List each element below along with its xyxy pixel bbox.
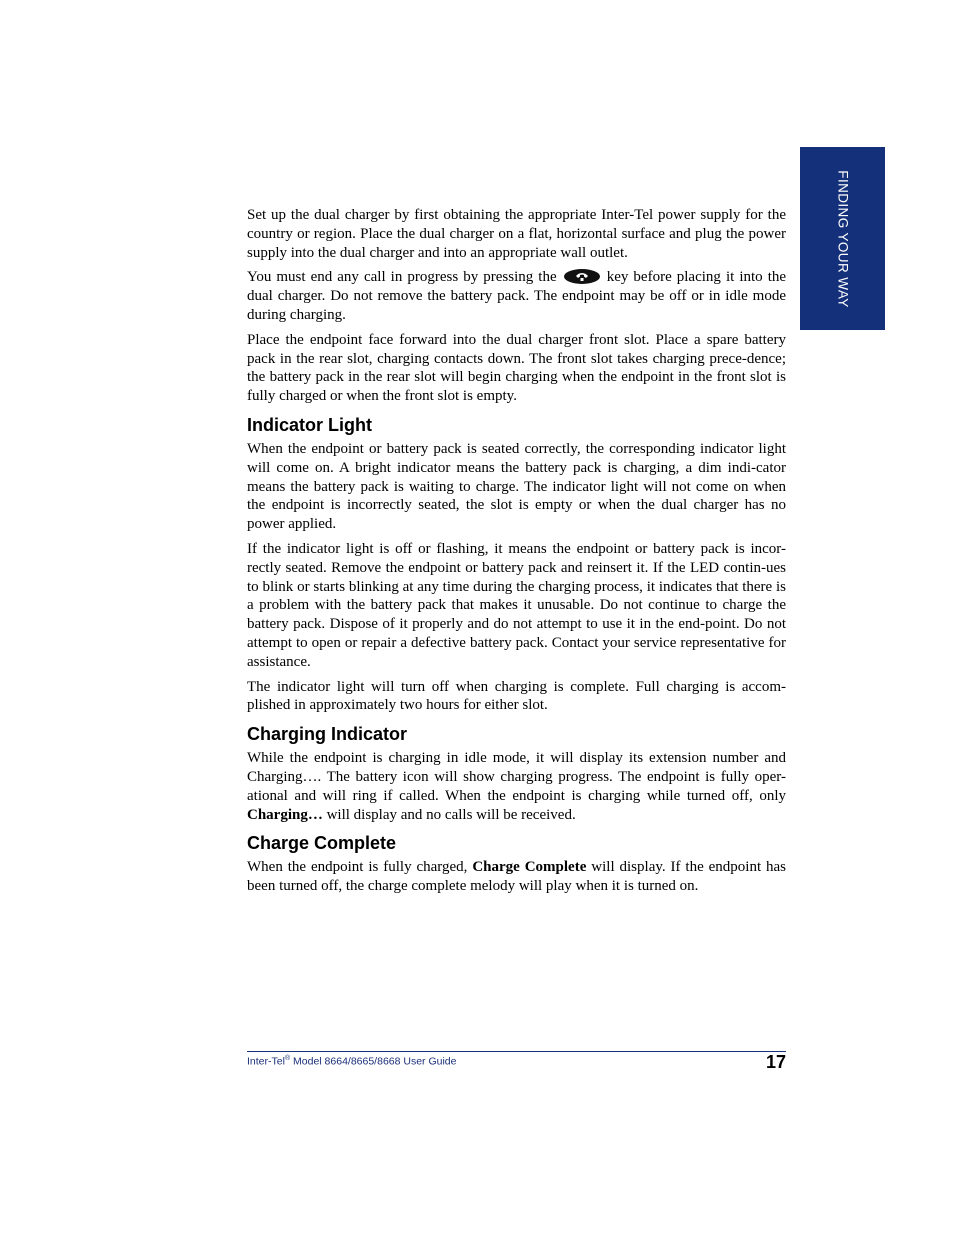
charge-complete-paragraph: When the endpoint is fully charged, Charge Complete will display. If the endpoint has been turned off, the charge complete melody will play when it is turned on. [247,859,787,895]
indicator-light-paragraph-3: The indicator light will turn off when charging is complete. Full charging is accom-plished in approximately two hours for either slot. [247,678,786,714]
indicator-light-paragraph-1: When the endpoint or battery pack is seated correctly, the corresponding indicator light will come on. A bright indicator means the battery pack is charging, a dim indi-cator means the battery pack is waiting to charge. The indicator light will not come on when the endpoint is incorrectly seated, the slot is empty or when the dual charger has no power applied. [247,440,786,533]
page-content [247,206,786,902]
page-number: 17 [765,1052,786,1072]
indicator-light-heading: Indicator Light [247,414,372,435]
intro-paragraph-2: You must end any call in progress by pressing the key before placing it into the dual charger. Do not remove the battery pack. The endpoint may be off or in idle mode during charging. [247,269,787,323]
section-tab [800,147,885,330]
end-call-key-icon [564,269,600,284]
charging-indicator-paragraph: While the endpoint is charging in idle mode, it will display its extension number and Charging…. The battery icon will show charging progress. The endpoint is fully oper-ational and will ring if called. When the endpoint is charging while turned off, only Charging… will display and no calls will be received. [247,750,786,823]
intro-paragraph-3: Place the endpoint face forward into the dual charger front slot. Place a spare battery pack in the rear slot, charging contacts down. The front slot takes charging prece-dence; the battery pack in the rear slot will begin charging when the endpoint in the front slot is fully charged or when the front slot is empty. [247,331,786,405]
intro-paragraph-1: Set up the dual charger by first obtaining the appropriate Inter-Tel power supply for the country or region. Place the dual charger on a flat, horizontal surface and plug the power supply into the dual charger and into an appropriate wall outlet. [247,207,786,261]
charging-indicator-heading: Charging Indicator [247,724,408,745]
charge-complete-heading: Charge Complete [247,833,397,854]
section-tab-label: FINDING YOUR WAY [835,169,850,308]
footer-divider [247,1051,786,1052]
footer-title: Inter-Tel® Model 8664/8665/8668 User Guide [247,1055,457,1068]
indicator-light-paragraph-2: If the indicator light is off or flashing, it means the endpoint or battery pack is incor-rectly seated. Remove the endpoint or battery pack and reinsert it. If the LED contin-ues to blink or starts blinking at any time during the charging process, it indicates that there is a problem with the battery pack that makes it unusable. Do not continue to charge the battery pack. Dispose of it properly and do not attempt to use it in the end-point. Do not attempt to open or repair a defective battery pack. Contact your service representative for assistance. [247,540,786,670]
